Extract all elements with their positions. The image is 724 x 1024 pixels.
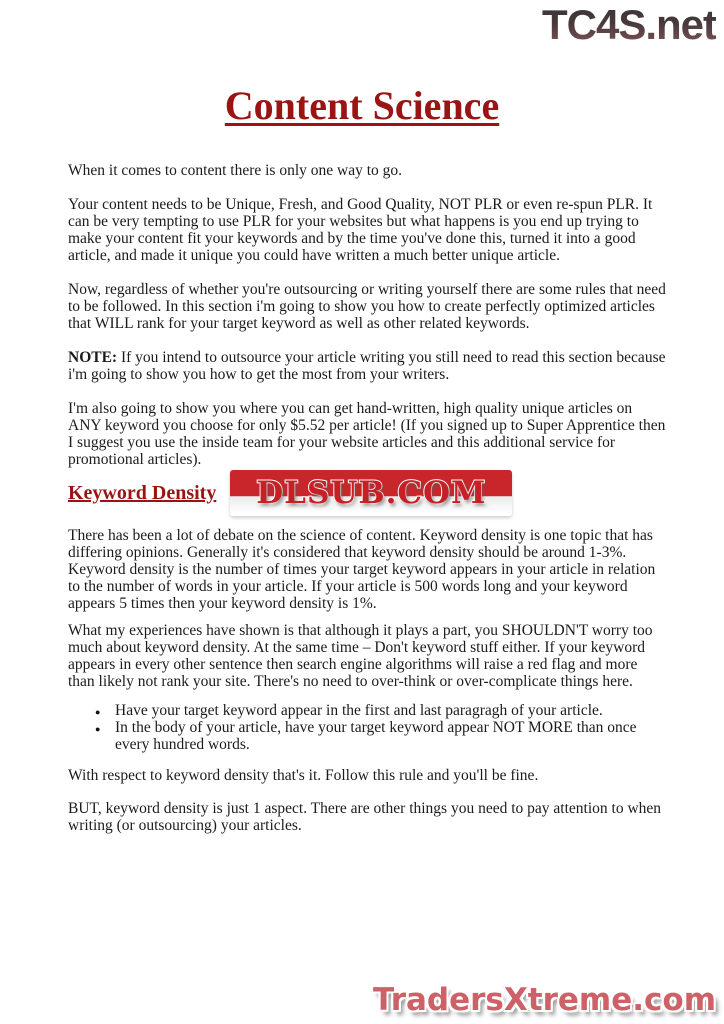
intro-paragraph-5: I'm also going to show you where you can get hand-written, high quality unique articles on ANY keyword you choose for only $5.52 per article! (If you signed up to Super Apprentice then I suggest you use the inside team for your website articles and this additional service for promotional articles).	[68, 400, 666, 468]
keyword-density-paragraph-4: BUT, keyword density is just 1 aspect. There are other things you need to pay attention to when writing (or outsourcing) your articles.	[68, 800, 662, 834]
list-item: ● Have your target keyword appear in the first and last paragragh of your article.	[95, 702, 666, 719]
dlsub-watermark-text: DLSUB.COM	[256, 475, 487, 511]
note-label: NOTE:	[68, 349, 118, 366]
intro-paragraph-3: Now, regardless of whether you're outsourcing or writing yourself there are some rules that need to be followed. In this section i'm going to show you how to create perfectly optimized articles that WILL rank for your target keyword as well as other related keywords.	[68, 281, 666, 332]
list-item: ● In the body of your article, have your target keyword appear NOT MORE than once every hundred words.	[95, 719, 666, 753]
body-content	[68, 162, 666, 834]
keyword-rules-list	[68, 702, 666, 753]
tc4s-logo: TC4S.net	[541, 1, 716, 48]
intro-paragraph-1: When it comes to content there is only one way to go.	[68, 162, 403, 179]
keyword-density-paragraph-3: With respect to keyword density that's it. Follow this rule and you'll be fine.	[68, 767, 539, 784]
tradersxtreme-logo: TradersXtreme.com	[372, 982, 716, 1018]
intro-paragraph-2: Your content needs to be Unique, Fresh, and Good Quality, NOT PLR or even re-spun PLR. It can be very tempting to use PLR for your websites but what happens is you end up trying to make your content fit your keywords and by the time you've done this, turned it into a good article, and made it unique you could have written a much better unique article.	[68, 196, 653, 264]
note-paragraph	[68, 349, 666, 383]
note-text: If you intend to outsource your article writing you still need to read this section because i'm going to show you how to get the most from your writers.	[68, 349, 666, 383]
keyword-density-paragraph-1: There has been a lot of debate on the science of content. Keyword density is one topic that has differing opinions. Generally it's considered that keyword density should be around 1-3%. Keyword density is the number of times your target keyword appears in your article in relation to the number of words in your article. If your article is 500 words long and your keyword appears 5 times then your keyword density is 1%.	[68, 527, 656, 612]
keyword-density-heading-row	[68, 470, 666, 516]
keyword-density-paragraph-2: What my experiences have shown is that although it plays a part, you SHOULDN'T worry too much about keyword density. At the same time – Don't keyword stuff either. If your keyword appears in every other sentence then search engine algorithms will raise a red flag and more than likely not rank your site. There's no need to over-think or over-complicate things here.	[68, 622, 653, 690]
keyword-density-heading: Keyword Density	[68, 481, 217, 504]
page-title-text: Content Science	[224, 83, 500, 128]
dlsub-watermark	[230, 470, 512, 516]
